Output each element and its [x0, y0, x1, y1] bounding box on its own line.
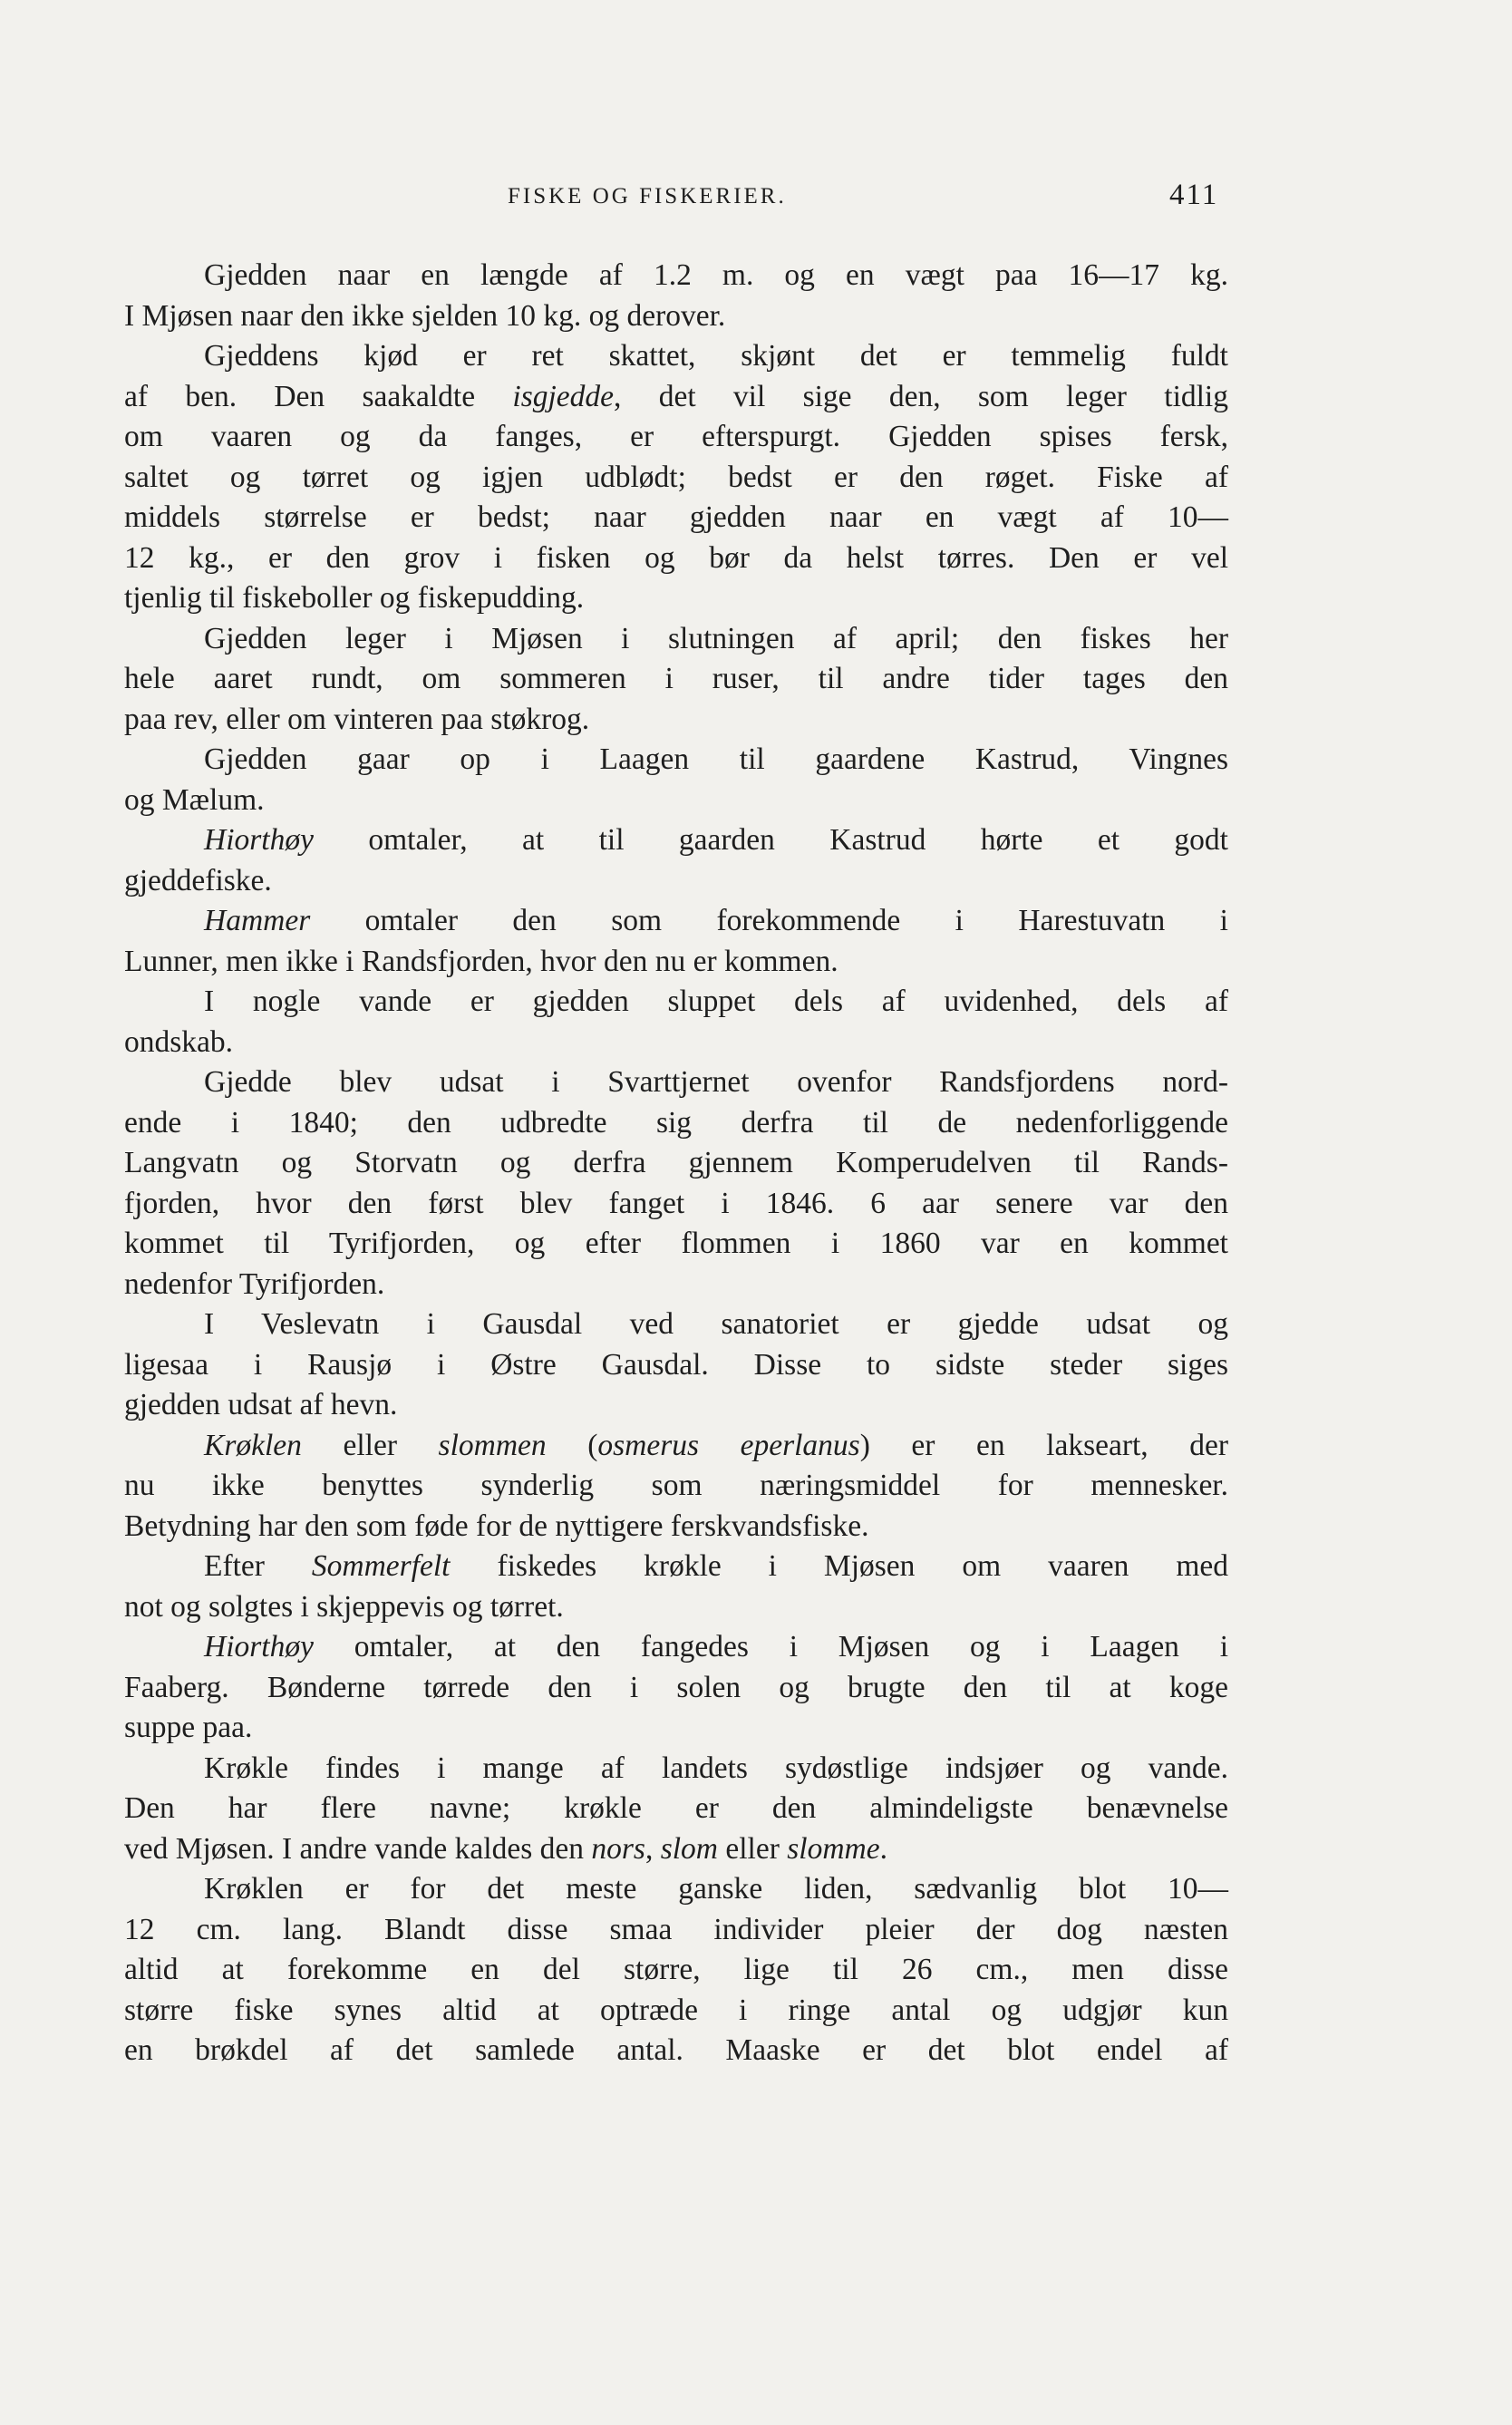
text-line	[124, 1224, 1228, 1265]
text-segment: større fiske synes altid at optræde i ringe antal og udgjør kun	[124, 1993, 1228, 2027]
text-segment: altid at forekomme en del større, lige til 26 cm., men disse	[124, 1953, 1228, 1986]
text-segment: af ben. Den saakaldte	[124, 379, 513, 413]
text-line	[124, 1587, 1228, 1628]
text-segment: 12 cm. lang. Blandt disse smaa individer pleier der dog næsten	[124, 1912, 1228, 1946]
text-line	[124, 901, 1228, 942]
text-line	[124, 1023, 1228, 1063]
text-segment: Lunner, men ikke i Randsfjorden, hvor den nu er kommen.	[124, 944, 838, 978]
text-line	[124, 1265, 1228, 1305]
text-line	[124, 256, 1228, 296]
page-number: 411	[1169, 179, 1219, 211]
text-line	[124, 1789, 1228, 1829]
text-segment: omtaler den som forekommende i Harestuvatn i	[310, 904, 1228, 937]
text-segment: og Mælum.	[124, 782, 265, 817]
text-segment: fiskedes krøkle i Mjøsen om vaaren med	[450, 1549, 1228, 1583]
text-segment: Langvatn og Storvatn og derfra gjennem Komperudelven til Rands-	[124, 1146, 1228, 1179]
text-line	[124, 578, 1228, 619]
text-segment: Gjedden gaar op i Laagen til gaardene Kastrud, Vingnes	[204, 742, 1228, 776]
text-line	[124, 1103, 1228, 1144]
text-line	[124, 1950, 1228, 1991]
text-line	[124, 659, 1228, 700]
text-segment: nu ikke benyttes synderlig som næringsmiddel for mennesker.	[124, 1469, 1228, 1502]
running-title: FISKE OG FISKERIER.	[508, 184, 787, 209]
text-line	[124, 2031, 1228, 2071]
italic-text: osmerus eperlanus	[597, 1428, 860, 1462]
text-segment: Gjedde blev udsat i Svarttjernet ovenfor Randsfjordens nord-	[204, 1065, 1228, 1099]
text-line	[124, 1143, 1228, 1184]
text-segment: hele aaret rundt, om sommeren i ruser, til andre tider tages den	[124, 662, 1228, 695]
italic-text: isgjedde	[512, 379, 615, 413]
italic-text: nors	[591, 1831, 645, 1866]
text-segment: tjenlig til fiskeboller og fiskepudding.	[124, 581, 585, 615]
text-segment: kommet til Tyrifjorden, og efter flommen i 1860 var en kommet	[124, 1227, 1228, 1260]
text-segment: ) er en lakseart, der	[859, 1428, 1228, 1462]
text-segment: en brøkdel af det samlede antal. Maaske er det blot endel af	[124, 2033, 1228, 2067]
text-segment: suppe paa.	[124, 1711, 253, 1744]
text-line	[124, 982, 1228, 1023]
text-segment: Gjedden naar en længde af 1.2 m. og en vægt paa 16—17 kg.	[204, 258, 1228, 292]
text-segment: Efter	[204, 1549, 312, 1583]
text-segment: ved Mjøsen. I andre vande kaldes den	[124, 1831, 592, 1866]
text-line	[124, 296, 1228, 337]
text-segment: 12 kg., er den grov i fisken og bør da helst tørres. Den er vel	[124, 540, 1228, 575]
text-segment: Faaberg. Bønderne tørrede den i solen og brugte den til at koge	[124, 1670, 1228, 1704]
text-line	[124, 1991, 1228, 2032]
text-line	[124, 1385, 1228, 1426]
text-segment: nedenfor Tyrifjorden.	[124, 1266, 385, 1301]
text-line	[124, 820, 1228, 861]
text-line	[124, 538, 1228, 579]
text-segment: om vaaren og da fanges, er efterspurgt. Gjedden spises fersk,	[124, 420, 1228, 453]
italic-text: Hiorthøy	[204, 823, 314, 857]
text-line	[124, 1910, 1228, 1951]
text-segment: Betydning har den som føde for de nyttigere ferskvandsfiske.	[124, 1508, 869, 1543]
text-line	[124, 1749, 1228, 1790]
text-line	[124, 1668, 1228, 1709]
text-line	[124, 942, 1228, 983]
text-line	[124, 1507, 1228, 1547]
text-line	[124, 377, 1228, 418]
text-segment: middels størrelse er bedst; naar gjedden naar en vægt af 10—	[124, 500, 1228, 534]
text-line	[124, 1062, 1228, 1103]
text-segment: Gjedden leger i Mjøsen i slutningen af april; den fiskes her	[204, 621, 1228, 655]
text-segment: Krøkle findes i mange af landets sydøstlige indsjøer og vande.	[204, 1751, 1228, 1785]
italic-text: Hammer	[204, 904, 311, 937]
text-line	[124, 740, 1228, 781]
text-segment: Den har flere navne; krøkle er den almindeligste benævnelse	[124, 1791, 1228, 1825]
text-segment: fjorden, hvor den først blev fanget i 1846. 6 aar senere var den	[124, 1186, 1228, 1220]
text-line	[124, 619, 1228, 660]
text-line	[124, 1869, 1228, 1910]
italic-text: slomme	[787, 1831, 880, 1866]
text-line	[124, 1426, 1228, 1467]
text-segment: eller	[301, 1428, 439, 1462]
text-segment: ende i 1840; den udbredte sig derfra til de nedenforliggende	[124, 1105, 1228, 1140]
text-segment: ondskab.	[124, 1024, 234, 1059]
text-line	[124, 1708, 1228, 1749]
text-segment: Krøklen er for det meste ganske liden, sædvanlig blot 10—	[204, 1872, 1228, 1906]
text-segment: I Mjøsen naar den ikke sjelden 10 kg. og derover.	[124, 298, 726, 333]
text-segment: .	[879, 1831, 887, 1866]
text-segment: paa rev, eller om vinteren paa støkrog.	[124, 702, 590, 736]
text-line	[124, 1627, 1228, 1668]
text-line	[124, 498, 1228, 538]
text-line	[124, 458, 1228, 499]
italic-text: Hiorthøy	[204, 1630, 314, 1664]
text-segment: , det vil sige den, som leger tidlig	[614, 379, 1228, 413]
italic-text: Krøklen	[204, 1428, 302, 1462]
text-line	[124, 1547, 1228, 1587]
text-segment: omtaler, at den fangedes i Mjøsen og i Laagen i	[313, 1630, 1228, 1664]
page-header	[0, 179, 1512, 220]
text-line	[124, 781, 1228, 821]
italic-text: slommen	[438, 1428, 547, 1462]
text-line	[124, 417, 1228, 458]
text-segment: ,	[645, 1831, 661, 1866]
text-segment: (	[546, 1428, 598, 1462]
text-segment: Gjeddens kjød er ret skattet, skjønt det er temmelig fuldt	[204, 339, 1228, 373]
text-segment: I Veslevatn i Gausdal ved sanatoriet er gjedde udsat og	[204, 1307, 1228, 1341]
text-line	[124, 1184, 1228, 1225]
text-segment: saltet og tørret og igjen udblødt; bedst er den røget. Fiske af	[124, 460, 1228, 494]
text-segment: I nogle vande er gjedden sluppet dels af uvidenhed, dels af	[204, 985, 1228, 1018]
text-segment: gjedden udsat af hevn.	[124, 1388, 398, 1421]
text-line	[124, 861, 1228, 902]
text-line	[124, 1829, 1228, 1870]
text-line	[124, 1305, 1228, 1345]
italic-text: Sommerfelt	[311, 1549, 451, 1583]
text-line	[124, 700, 1228, 741]
text-segment: ligesaa i Rausjø i Østre Gausdal. Disse to sidste steder siges	[124, 1347, 1228, 1382]
text-line	[124, 1466, 1228, 1507]
text-segment: not og solgtes i skjeppevis og tørret.	[124, 1589, 564, 1624]
text-segment: eller	[717, 1831, 788, 1866]
text-segment: omtaler, at til gaarden Kastrud hørte et godt	[313, 823, 1228, 857]
body-text	[124, 256, 1228, 2071]
text-line	[124, 336, 1228, 377]
text-line	[124, 1345, 1228, 1386]
text-segment: gjeddefiske.	[124, 863, 272, 897]
italic-text: slom	[660, 1831, 718, 1866]
